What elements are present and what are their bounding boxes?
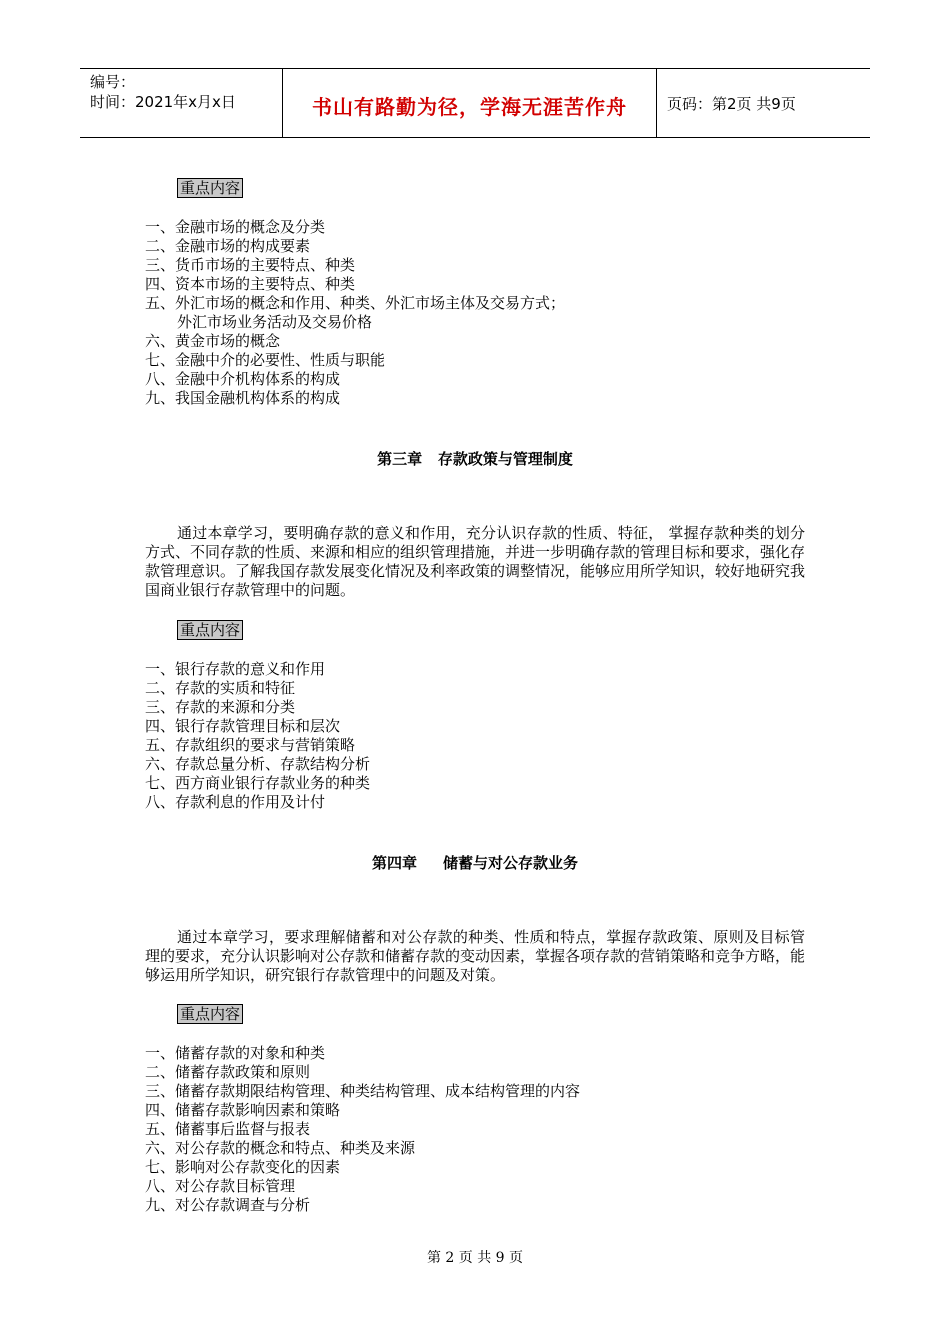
- list-item: 八、金融中介机构体系的构成: [145, 370, 341, 388]
- list-item: 二、金融市场的构成要素: [145, 237, 311, 255]
- list-item: 二、储蓄存款政策和原则: [145, 1063, 311, 1081]
- chapter-4-title: 第四章 储蓄与对公存款业务: [371, 854, 579, 872]
- page-label: 页码：第2页 共9页: [667, 95, 796, 113]
- list-item: 九、我国金融机构体系的构成: [145, 389, 341, 407]
- list-item: 一、储蓄存款的对象和种类: [145, 1044, 326, 1062]
- key-content-label: 重点内容: [177, 1004, 243, 1024]
- list-item: 三、存款的来源和分类: [145, 698, 296, 716]
- list-item: 五、存款组织的要求与营销策略: [145, 736, 356, 754]
- list-item: 八、存款利息的作用及计付: [145, 793, 326, 811]
- list-item: 六、黄金市场的概念: [145, 332, 281, 350]
- page-footer: 第 2 页 共 9 页: [426, 1250, 524, 1266]
- key-content-label: 重点内容: [177, 620, 243, 640]
- list-item: 四、资本市场的主要特点、种类: [145, 275, 356, 293]
- chapter-4-intro: 通过本章学习，要求理解储蓄和对公存款的种类、性质和特点，掌握存款政策、原则及目标管理的要求，充分认识影响对公存款和储蓄存款的变动因素，掌握各项存款的营销策略和竞争方略，能够运用所学知识，研究银行存款管理中的问题及对策。: [145, 928, 806, 984]
- list-item: 四、银行存款管理目标和层次: [145, 717, 341, 735]
- list-item: 五、储蓄事后监督与报表: [145, 1120, 311, 1138]
- list-item: 七、影响对公存款变化的因素: [145, 1158, 341, 1176]
- list-item: 八、对公存款目标管理: [145, 1177, 296, 1195]
- list-item: 二、存款的实质和特征: [145, 679, 296, 697]
- document-header: [80, 68, 870, 138]
- motto: 书山有路勤为径，学海无涯苦作舟: [312, 95, 627, 119]
- list-item-continuation: 外汇市场业务活动及交易价格: [177, 313, 373, 331]
- chapter-3-intro: 通过本章学习，要明确存款的意义和作用，充分认识存款的性质、特征， 掌握存款种类的划分方式、不同存款的性质、来源和相应的组织管理措施，并进一步明确存款的管理目标和要求，强化存款管理意识。了解我国存款发展变化情况及利率政策的调整情况，能够应用所学知识，较好地研究我国商业银行存款管理中的问题。: [145, 524, 806, 599]
- list-item: 三、货币市场的主要特点、种类: [145, 256, 356, 274]
- list-item: 六、对公存款的概念和特点、种类及来源: [145, 1139, 416, 1157]
- list-item: 九、对公存款调查与分析: [145, 1196, 311, 1214]
- chapter-3-title: 第三章 存款政策与管理制度: [377, 450, 573, 468]
- header-meta-cell: [80, 69, 283, 137]
- list-item: 五、外汇市场的概念和作用、种类、外汇市场主体及交易方式；: [145, 294, 566, 312]
- list-item: 七、西方商业银行存款业务的种类: [145, 774, 371, 792]
- list-item: 一、金融市场的概念及分类: [145, 218, 326, 236]
- number-label: 编号：: [90, 73, 136, 91]
- time-label: 时间：2021年x月x日: [90, 93, 236, 111]
- header-motto-cell: [283, 69, 657, 137]
- header-page-cell: [657, 69, 870, 137]
- list-item: 一、银行存款的意义和作用: [145, 660, 326, 678]
- key-content-label: 重点内容: [177, 178, 243, 198]
- list-item: 七、金融中介的必要性、性质与职能: [145, 351, 386, 369]
- list-item: 三、储蓄存款期限结构管理、种类结构管理、成本结构管理的内容: [145, 1082, 581, 1100]
- list-item: 四、储蓄存款影响因素和策略: [145, 1101, 341, 1119]
- list-item: 六、存款总量分析、存款结构分析: [145, 755, 371, 773]
